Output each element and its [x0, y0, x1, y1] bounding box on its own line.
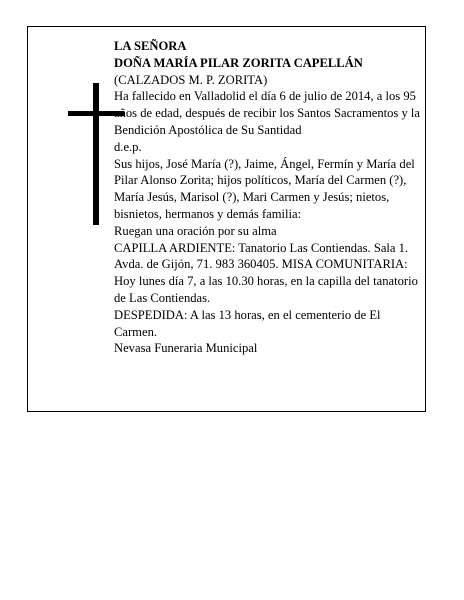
deceased-name: DOÑA MARÍA PILAR ZORITA CAPELLÁN — [114, 55, 363, 70]
family-list: Sus hijos, José María (?), Jaime, Ángel, Fermín y María del Pilar Alonso Zorita; hijos políticos, María del Carmen (?), María Jesús, Marisol (?), Mari Carmen y Jesús; nietos, bisnietos, hermanos y demás familia: — [114, 156, 415, 221]
notice-title: LA SEÑORA — [114, 39, 187, 53]
company-name: (CALZADOS M. P. ZORITA) — [114, 72, 268, 87]
rip-abbreviation: d.e.p. — [114, 139, 142, 154]
funeral-home-name: Nevasa Funeraria Municipal — [114, 341, 258, 356]
prayer-request: Ruegan una oración por su alma — [114, 223, 277, 238]
notice-text — [114, 38, 422, 357]
cross-vertical-bar — [93, 83, 99, 225]
death-announcement: Ha fallecido en Valladolid el día 6 de julio de 2014, a los 95 años de edad, después de recibir los Santos Sacramentos y la Bendición Apostólica de Su Santidad — [114, 89, 421, 137]
chapel-and-mass-info: CAPILLA ARDIENTE: Tanatorio Las Contiendas. Sala 1. Avda. de Gijón, 71. 983 360405. MISA COMUNITARIA: Hoy lunes día 7, a las 10.30 horas, en la capilla del tanatorio de Las Contiendas. — [114, 240, 418, 305]
farewell-info: DESPEDIDA: A las 13 horas, en el cementerio de El Carmen. — [114, 307, 381, 339]
